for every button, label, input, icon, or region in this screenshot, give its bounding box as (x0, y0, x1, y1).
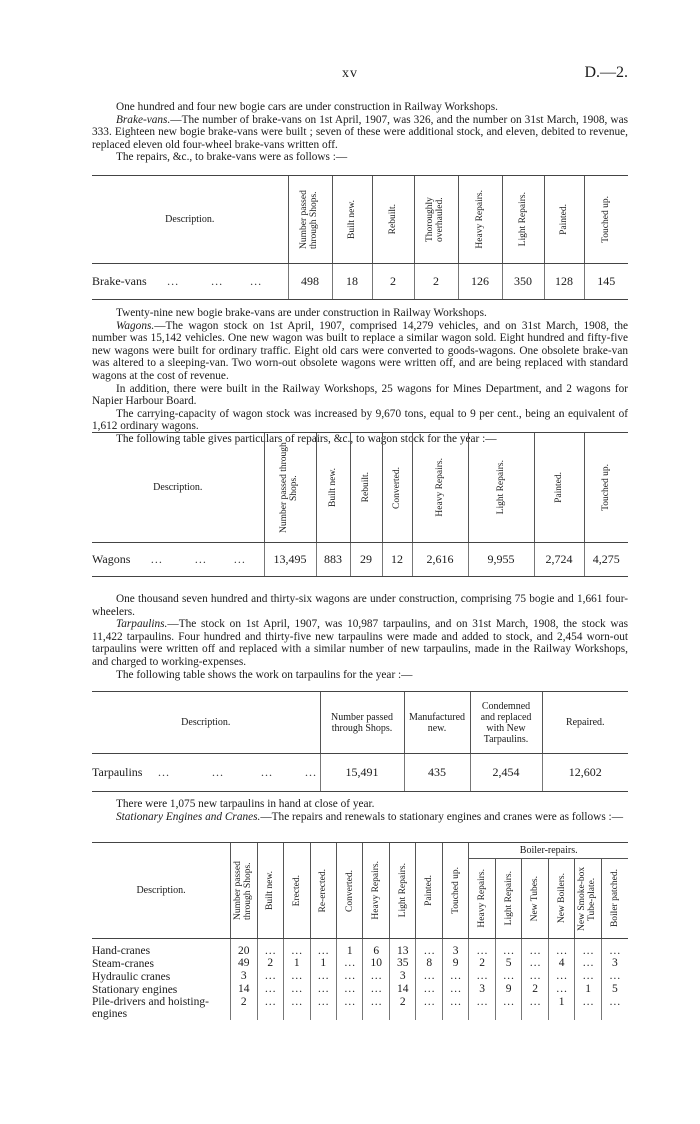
table-cell: 15,491 (320, 754, 404, 792)
table-cell: 5 (495, 957, 521, 970)
table-cell: … (416, 939, 442, 958)
section-reference: D.—2. (584, 64, 628, 81)
column-header: Painted. (544, 176, 584, 264)
column-header: Built new. (257, 843, 283, 939)
table-cell: … (548, 983, 574, 996)
table-cell: 435 (404, 754, 470, 792)
row-label: Pile-drivers and hoisting-engines (92, 996, 209, 1020)
paragraph-text: —The stock on 1st April, 1907, was 10,987 tarpaulins, and on 31st March, 1908, the stock was 11,422 tarpaulins. Four hundred and thirty-five new tarpaulins were made and added to stock, and 2,454 worn-out tarpaulins were written off and replaced with a similar number of new tarpaulins, made in the Railway Workshops, and charged to working-expenses. (92, 618, 628, 668)
table-row (92, 970, 628, 983)
row-label: Steam-cranes (92, 957, 154, 970)
table-cell: 126 (458, 264, 502, 300)
column-header: Heavy Repairs. (458, 176, 502, 264)
boiler-repairs-group-header: Boiler-repairs. (469, 843, 628, 859)
table-cell: 13 (389, 939, 415, 958)
table-cell: … (442, 983, 468, 996)
table-cell: … (310, 983, 336, 996)
paragraph (92, 320, 628, 383)
table-cell: 4 (548, 957, 574, 970)
table-cell: … (416, 970, 442, 983)
table-cell: 1 (310, 957, 336, 970)
column-header: Built new. (332, 176, 372, 264)
table-cell: … (337, 970, 363, 983)
table-row (92, 264, 628, 300)
table-cell: 2 (231, 996, 257, 1020)
table-row (92, 939, 628, 958)
table-cell: 20 (231, 939, 257, 958)
table-cell: … (469, 970, 495, 983)
table-cell: 2 (257, 957, 283, 970)
table-cell: … (363, 983, 389, 996)
stationary-engines-cranes-table (92, 842, 628, 1020)
description-header: Description. (92, 692, 320, 754)
column-header: Touched up. (442, 843, 468, 939)
description-header: Description. (92, 176, 288, 264)
column-header: Light Repairs. (502, 176, 544, 264)
table-cell: … (495, 996, 521, 1020)
tarpaulins-table (92, 691, 628, 792)
table-cell: 1 (284, 957, 310, 970)
paragraph (92, 618, 628, 668)
tarpaulins-section (92, 593, 628, 681)
paragraph-text: —The repairs and renewals to stationary engines and cranes were as follows :— (260, 810, 623, 823)
paragraph: In addition, there were built in the Railway Workshops, 25 wagons for Mines Department, and 2 wagons for Napier Harbour Board. (92, 382, 628, 408)
table-cell: … (257, 939, 283, 958)
table-cell: … (337, 983, 363, 996)
table-cell: 2 (414, 264, 458, 300)
column-header: Repaired. (542, 692, 628, 754)
stationary-engines-section (92, 798, 628, 823)
table-cell: … (601, 996, 628, 1020)
table-cell: … (442, 996, 468, 1020)
brake-vans-section (92, 101, 628, 164)
table-cell: … (257, 970, 283, 983)
table-cell: 2 (372, 264, 414, 300)
table-cell: 14 (231, 983, 257, 996)
table-cell: 14 (389, 983, 415, 996)
table-cell: 5 (601, 983, 628, 996)
paragraph: There were 1,075 new tarpaulins in hand at close of year. (116, 798, 375, 810)
table-cell: 9,955 (468, 543, 534, 577)
table-cell: 9 (495, 983, 521, 996)
table-cell: 1 (337, 939, 363, 958)
table-cell: … (522, 939, 548, 958)
table-cell: 49 (231, 957, 257, 970)
table-cell: 498 (288, 264, 332, 300)
column-header: Erected. (284, 843, 310, 939)
table-cell: … (416, 983, 442, 996)
table-cell: 3 (442, 939, 468, 958)
engines-table-body (92, 939, 628, 1021)
column-header: Number passed through Shops. (264, 433, 316, 543)
column-header: Number passed through Shops. (288, 176, 332, 264)
table-cell: 3 (601, 957, 628, 970)
column-header: Painted. (534, 433, 584, 543)
description-header: Description. (92, 433, 264, 543)
column-header: New Boilers. (548, 859, 574, 939)
table-cell: … (310, 996, 336, 1020)
table-cell: … (495, 939, 521, 958)
table-cell: 8 (416, 957, 442, 970)
table-cell: … (522, 957, 548, 970)
section-heading: Stationary Engines and Cranes. (116, 810, 261, 823)
row-label: Hand-cranes (92, 945, 151, 957)
paragraph: One thousand seven hundred and thirty-six wagons are under construction, comprising 75 bogie and 1,661 four-wheelers. (92, 593, 628, 618)
column-header: Converted. (337, 843, 363, 939)
table-row (92, 996, 628, 1020)
wagons-table (92, 432, 628, 577)
table-cell: 2 (522, 983, 548, 996)
table-cell: … (284, 939, 310, 958)
table-cell: … (495, 970, 521, 983)
paragraph: The repairs, &c., to brake-vans were as follows :— (116, 151, 348, 164)
wagons-section (92, 307, 628, 446)
brake-vans-table (92, 175, 628, 300)
column-header: Touched up. (584, 433, 628, 543)
table-cell: 2,454 (470, 754, 542, 792)
row-label: Brake-vans … … … (92, 264, 288, 300)
paragraph-text: —The wagon stock on 1st April, 1907, comprised 14,279 vehicles, and on 31st March, 1908, the number was 15,142 vehicles. One new wagon was built to replace a similar wagon sold. Eight hundred and fifty-five new wagons were built for ordinary traffic. Eight old cars were converted to goods-wagons. One obsolete brake-van was altered to a sleeping-van. Two worn-out obsolete wagons were written off, and are being replaced with standard wagons at the cost of revenue. (92, 319, 628, 382)
table-cell: 6 (363, 939, 389, 958)
column-header: Heavy Repairs. (363, 843, 389, 939)
table-cell: … (284, 970, 310, 983)
table-cell: … (442, 970, 468, 983)
table-row (92, 957, 628, 970)
table-cell: 2 (469, 957, 495, 970)
column-header: New Smoke-box Tube-plate. (575, 859, 601, 939)
table-cell: … (601, 970, 628, 983)
column-header: Painted. (416, 843, 442, 939)
column-header: Rebuilt. (350, 433, 382, 543)
table-cell: 3 (231, 970, 257, 983)
column-header: Touched up. (584, 176, 628, 264)
table-cell: 350 (502, 264, 544, 300)
table-cell: 13,495 (264, 543, 316, 577)
table-cell: … (575, 939, 601, 958)
row-label: Tarpaulins … … … … (92, 754, 320, 792)
column-header: Heavy Repairs. (412, 433, 468, 543)
table-row (92, 754, 628, 792)
table-cell: … (310, 970, 336, 983)
table-cell: … (575, 957, 601, 970)
column-header: Light Repairs. (389, 843, 415, 939)
table-cell: 2,724 (534, 543, 584, 577)
column-header: Thoroughly overhauled. (414, 176, 458, 264)
table-cell: 2 (389, 996, 415, 1020)
paragraph (92, 811, 628, 824)
table-cell: … (548, 939, 574, 958)
column-header: Number passed through Shops. (231, 843, 257, 939)
section-heading: Tarpaulins. (116, 618, 168, 631)
table-cell: 12 (382, 543, 412, 577)
table-cell: 883 (316, 543, 350, 577)
section-heading: Wagons. (116, 319, 155, 332)
table-cell: 35 (389, 957, 415, 970)
table-cell: 3 (469, 983, 495, 996)
table-cell: … (469, 939, 495, 958)
column-header: Condemned and replaced with New Tarpaulins. (470, 692, 542, 754)
table-cell: … (601, 939, 628, 958)
page-number: xv (342, 66, 358, 81)
table-cell: 145 (584, 264, 628, 300)
table-cell: … (522, 970, 548, 983)
paragraph: The carrying-capacity of wagon stock was increased by 9,670 tons, equal to 9 per cent., being an equivalent of 1,612 ordinary wagons. (92, 407, 628, 433)
table-row (92, 543, 628, 577)
table-cell: … (416, 996, 442, 1020)
column-header: Light Repairs. (468, 433, 534, 543)
column-header: Number passed through Shops. (320, 692, 404, 754)
column-header: Heavy Repairs. (469, 859, 495, 939)
column-header: Light Repairs. (495, 859, 521, 939)
table-cell: 128 (544, 264, 584, 300)
table-cell: 29 (350, 543, 382, 577)
table-cell: 10 (363, 957, 389, 970)
table-cell: 9 (442, 957, 468, 970)
column-header: Built new. (316, 433, 350, 543)
column-header: Manufactured new. (404, 692, 470, 754)
paragraph: The following table shows the work on tarpaulins for the year :— (116, 668, 413, 681)
table-cell: … (337, 996, 363, 1020)
column-header: Rebuilt. (372, 176, 414, 264)
table-cell: … (469, 996, 495, 1020)
row-label: Stationary engines (92, 983, 178, 996)
table-cell: … (363, 970, 389, 983)
column-header: Boiler patched. (601, 859, 628, 939)
table-cell: … (310, 939, 336, 958)
paragraph: One hundred and four new bogie cars are under construction in Railway Workshops. (116, 101, 498, 113)
paragraph: Twenty-nine new bogie brake-vans are under construction in Railway Workshops. (116, 307, 487, 319)
table-cell: … (522, 996, 548, 1020)
table-cell: … (575, 970, 601, 983)
table-cell: 1 (548, 996, 574, 1020)
table-cell: 18 (332, 264, 372, 300)
paragraph: The following table gives particulars of repairs, &c., to wagon stock for the year :— (116, 432, 497, 445)
table-cell: 12,602 (542, 754, 628, 792)
column-header: New Tubes. (522, 859, 548, 939)
table-cell: … (575, 996, 601, 1020)
paragraph (92, 114, 628, 152)
row-label: Hydraulic cranes (92, 970, 171, 983)
table-cell: 2,616 (412, 543, 468, 577)
section-heading: Brake-vans. (116, 113, 171, 126)
table-cell: … (284, 983, 310, 996)
paragraph-text: —The number of brake-vans on 1st April, 1907, was 326, and the number on 31st March, 1908, was 333. Eighteen new bogie brake-vans were built ; seven of these were additional stock, and eleven, debited to revenue, replaced eleven old four-wheel brake-vans written off. (92, 113, 628, 151)
row-label: Wagons … … … (92, 543, 264, 577)
table-cell: 4,275 (584, 543, 628, 577)
table-cell: 1 (575, 983, 601, 996)
table-row (92, 983, 628, 996)
table-cell: … (363, 996, 389, 1020)
column-header: Converted. (382, 433, 412, 543)
table-cell: 3 (389, 970, 415, 983)
column-header: Re-erected. (310, 843, 336, 939)
table-cell: … (337, 957, 363, 970)
description-header: Description. (92, 843, 231, 939)
table-cell: … (284, 996, 310, 1020)
table-cell: … (257, 996, 283, 1020)
table-cell: … (257, 983, 283, 996)
table-cell: … (548, 970, 574, 983)
